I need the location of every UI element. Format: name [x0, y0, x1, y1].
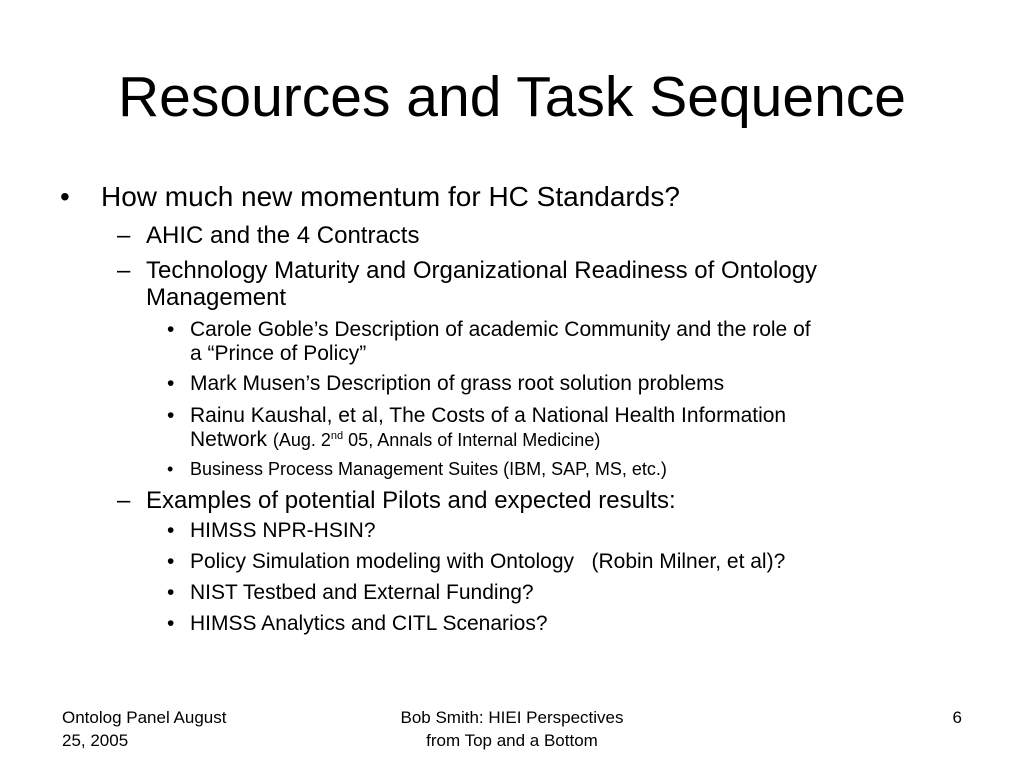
footer-center-line1: Bob Smith: HIEI Perspectives: [400, 708, 624, 727]
sub-sub-bullet-text-line1: Rainu Kaushal, et al, The Costs of a National Health Information: [190, 404, 787, 427]
footer-center-text: [362, 706, 662, 752]
bullet-dot-icon: •: [167, 372, 175, 395]
bullet-dot-icon: •: [60, 181, 70, 212]
bullet-dot-icon: •: [167, 612, 175, 635]
bullet-dot-icon: •: [167, 459, 174, 479]
citation-text: [273, 430, 600, 450]
sub-sub-bullet-text: HIMSS NPR-HSIN?: [190, 519, 376, 542]
bullet-dot-icon: •: [167, 318, 175, 341]
sub-bullet-text: [146, 257, 956, 311]
bullet-dot-icon: •: [167, 581, 175, 604]
footer-left-line1: Ontolog Panel August: [62, 708, 227, 727]
footer-left-text: [62, 706, 282, 752]
bullet-dash-icon: –: [117, 487, 131, 514]
citation-text-b: 05, Annals of Internal Medicine): [343, 430, 601, 450]
citation-superscript: nd: [330, 430, 344, 442]
footer-left-line2: 25, 2005: [62, 731, 129, 750]
citation-text-a: (Aug. 2: [272, 430, 331, 450]
footer-center-line2: from Top and a Bottom: [426, 731, 598, 750]
bullet-text: How much new momentum for HC Standards?: [101, 181, 680, 212]
sub-sub-bullet-text: Mark Musen’s Description of grass root solution problems: [190, 372, 725, 395]
slide-title: Resources and Task Sequence: [118, 65, 906, 129]
sub-sub-bullet-text: Business Process Management Suites (IBM, SAP, MS, etc.): [190, 459, 667, 479]
bullet-dot-icon: •: [167, 550, 175, 573]
sub-sub-bullet-text-line2: a “Prince of Policy”: [190, 342, 367, 365]
sub-sub-bullet-text: NIST Testbed and External Funding?: [190, 581, 534, 604]
sub-sub-bullet-text-line2-main: Network: [190, 428, 268, 451]
bullet-dot-icon: •: [167, 404, 175, 427]
sub-sub-bullet-text: Policy Simulation modeling with Ontology (Robin Milner, et al)?: [190, 550, 786, 573]
page-number: 6: [952, 708, 962, 727]
sub-sub-bullet-text-line1: Carole Goble’s Description of academic Community and the role of: [190, 318, 811, 341]
bullet-dash-icon: –: [117, 222, 131, 249]
bullet-dash-icon: –: [117, 257, 131, 284]
sub-bullet-text-line1: Technology Maturity and Organizational Readiness of Ontology: [146, 257, 818, 284]
bullet-dot-icon: •: [167, 519, 175, 542]
sub-sub-bullet-text: [190, 404, 960, 452]
sub-sub-bullet-text: HIMSS Analytics and CITL Scenarios?: [190, 612, 548, 635]
sub-bullet-text: Examples of potential Pilots and expected results:: [146, 487, 676, 514]
sub-bullet-text: AHIC and the 4 Contracts: [146, 222, 420, 249]
sub-bullet-text-line2: Management: [146, 284, 287, 311]
sub-sub-bullet-text: [190, 318, 960, 366]
